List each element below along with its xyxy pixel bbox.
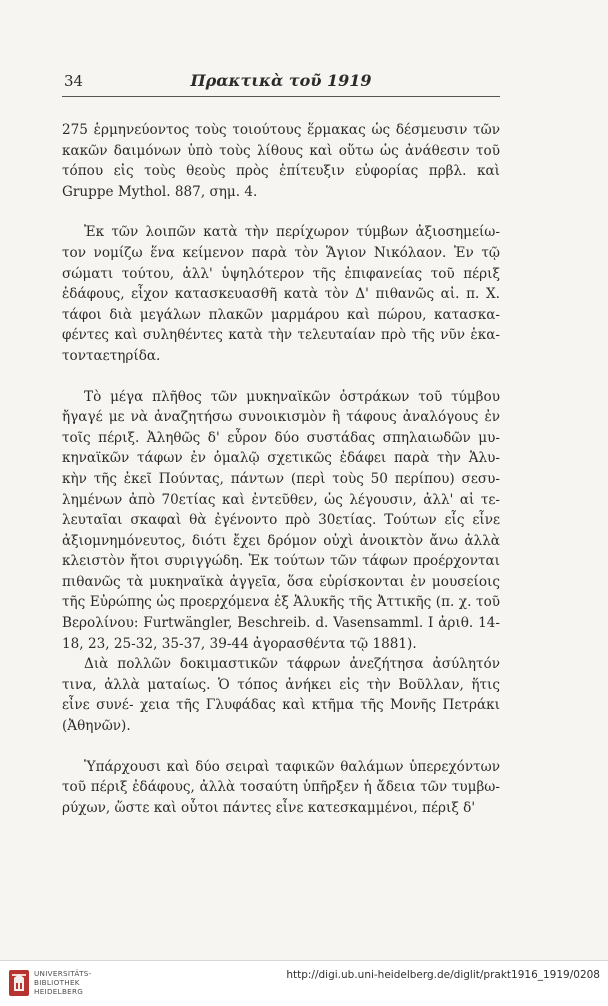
text-line: πιθανῶς τὰ μυκηναϊκὰ ἀγγεῖα, ὅσα εὑρίσκονται ἐν μουσείοις [62, 573, 500, 590]
text-line: Τὸ μέγα πλῆθος τῶν μυκηναϊκῶν ὀστράκων τοῦ τύμβου [84, 388, 500, 405]
text-line: τοῦ πέριξ ἐδάφους, ἀλλὰ τοσαύτη ὑπῆρξεν ἡ ἄδεια τῶν τυμβω- [62, 779, 500, 796]
text-line: τοῖς πέριξ. Ἀληθῶς δ' εὗρον δύο συστάδας σπηλαιωδῶν μυ- [62, 429, 500, 446]
paragraph-2 [62, 222, 500, 366]
text-line: λευταῖαι σκαφαὶ θὰ ἐγένοντο πρὸ 30ετίας. Τούτων εἷς εἶνε [62, 512, 500, 529]
university-seal-icon [8, 969, 30, 997]
text-line: τῆς Εὐρώπης ὡς προερχόμενα ἐξ Ἁλυκῆς τῆς Ἀττικῆς (π. χ. [62, 594, 472, 611]
text-line: ἐδάφους, εἶχον κατασκευασθῆ κατὰ τὸν Δ' πιθανῶς αἰ. π. Χ. [62, 286, 500, 303]
library-name-line: HEIDELBERG [34, 987, 84, 996]
text-line: ἀξιομνημόνευτος, διότι ἔχει δρόμον οὐχὶ ἀνοικτὸν ἄνω ἀλλὰ [62, 532, 500, 549]
paragraph-4 [62, 654, 500, 736]
text-line: τονταετηρίδα. [62, 347, 161, 364]
library-name [34, 969, 92, 996]
viewer-footer [0, 960, 608, 1006]
text-line: σώματι τούτου, ἀλλ' ὑψηλότερον τῆς ἐπιφανείας τοῦ πέριξ [62, 265, 500, 282]
library-name-line: BIBLIOTHEK [34, 978, 80, 987]
text-line: ρύχων, ὥστε καὶ οὗτοι πάντες εἶνε κατεσκαμμένοι, πέριξ δ' [62, 799, 476, 816]
text-line: I ἀριθ. 14-18, 23, 25-32, 35-37, 39-44 ἀγορασθέντα τῷ [62, 615, 500, 652]
text-line: κηναϊκῶν τάφων ἐν ὁμαλῷ σχετικῶς ἐδάφει παρὰ τὴν Ἁλυ- [62, 450, 500, 467]
text-line: τάφοι διὰ μεγάλων πλακῶν μαρμάρου καὶ πώρου, κατασκα- [62, 306, 500, 323]
text-line: κλειστὸν ἤτοι συριγγώδη. Ἐκ τούτων τῶν τάφων προέρχονται [62, 553, 500, 570]
running-head [62, 70, 500, 97]
text-line: ἀλλὰ ματαίως. Ὁ τόπος ἀνήκει εἰς τὴν Βοῦλλαν, ἥτις εἶνε συνέ- [62, 676, 500, 714]
body-text [62, 120, 500, 818]
text-line: Mythol. 887, σημ. 4. [117, 183, 258, 200]
text-line: τόπου εἰς τοὺς θεοὺς πρὸς ἐπίτευξιν εὐφορίας πρβλ. καὶ Gruppe [62, 163, 500, 200]
text-line: λημένων ἀπὸ 70ετίας καὶ ἐντεῦθεν, ὡς λέγουσιν, ἀλλ' αἱ τε- [62, 491, 500, 508]
text-line: κακῶν δαιμόνων ὑπὸ τοὺς λίθους καὶ οὕτω ὡς ἀνάθεσιν τοῦ [62, 142, 500, 159]
library-name-line: UNIVERSITÄTS- [34, 969, 92, 978]
paragraph-5 [62, 757, 500, 819]
text-line: 275 ἑρμηνεύοντος τοὺς τοιούτους ἕρμακας ὡς δέσμευσιν τῶν [62, 122, 500, 138]
text-line: Ὑπάρχουσι καὶ δύο σειραὶ ταφικῶν θαλάμων ὑπερεχόντων [84, 758, 500, 775]
text-line: τον νομίζω ἕνα κείμενον παρὰ τὸν Ἅγιον Νικόλαον. Ἐν τῷ [62, 244, 500, 261]
text-line: κὴν τῆς ἐκεῖ Πούντας, πάντων (περὶ τοὺς 50 περίπου) σεσυ- [62, 470, 500, 487]
text-line: τοῦ Βερολίνου: Furtwängler, Beschreib. d. Vasensamml. [62, 594, 501, 632]
paragraph-3 [62, 387, 500, 655]
page-title: Πρακτικὰ τοῦ 1919 [190, 71, 372, 90]
page-number: 34 [64, 72, 84, 90]
text-line: 1881). [372, 635, 417, 652]
text-line: φέντες καὶ συληθέντες κατὰ τὴν τελευταίαν πρὸ τῆς νῦν ἑκα- [62, 327, 500, 344]
paragraph-1 [62, 120, 500, 202]
source-url-link[interactable]: http://digi.ub.uni-heidelberg.de/diglit/prakt1916_1919/0208 [286, 969, 600, 981]
text-line: ἤγαγέ με νὰ ἀναζητήσω συνοικισμὸν ἢ τάφους ἀναλόγους ἐν [62, 409, 500, 426]
text-line: χεια τῆς Γλυφάδας καὶ κτῆμα τῆς Μονῆς Πετράκι (Ἀθηνῶν). [62, 697, 500, 735]
text-line: Ἐκ τῶν λοιπῶν κατὰ τὴν περίχωρον τύμβων ἀξιοσημείω- [84, 224, 500, 241]
text-line: Διὰ πολλῶν δοκιμαστικῶν τάφρων ἀνεζήτησα ἀσύλητόν τινα, [62, 656, 500, 693]
